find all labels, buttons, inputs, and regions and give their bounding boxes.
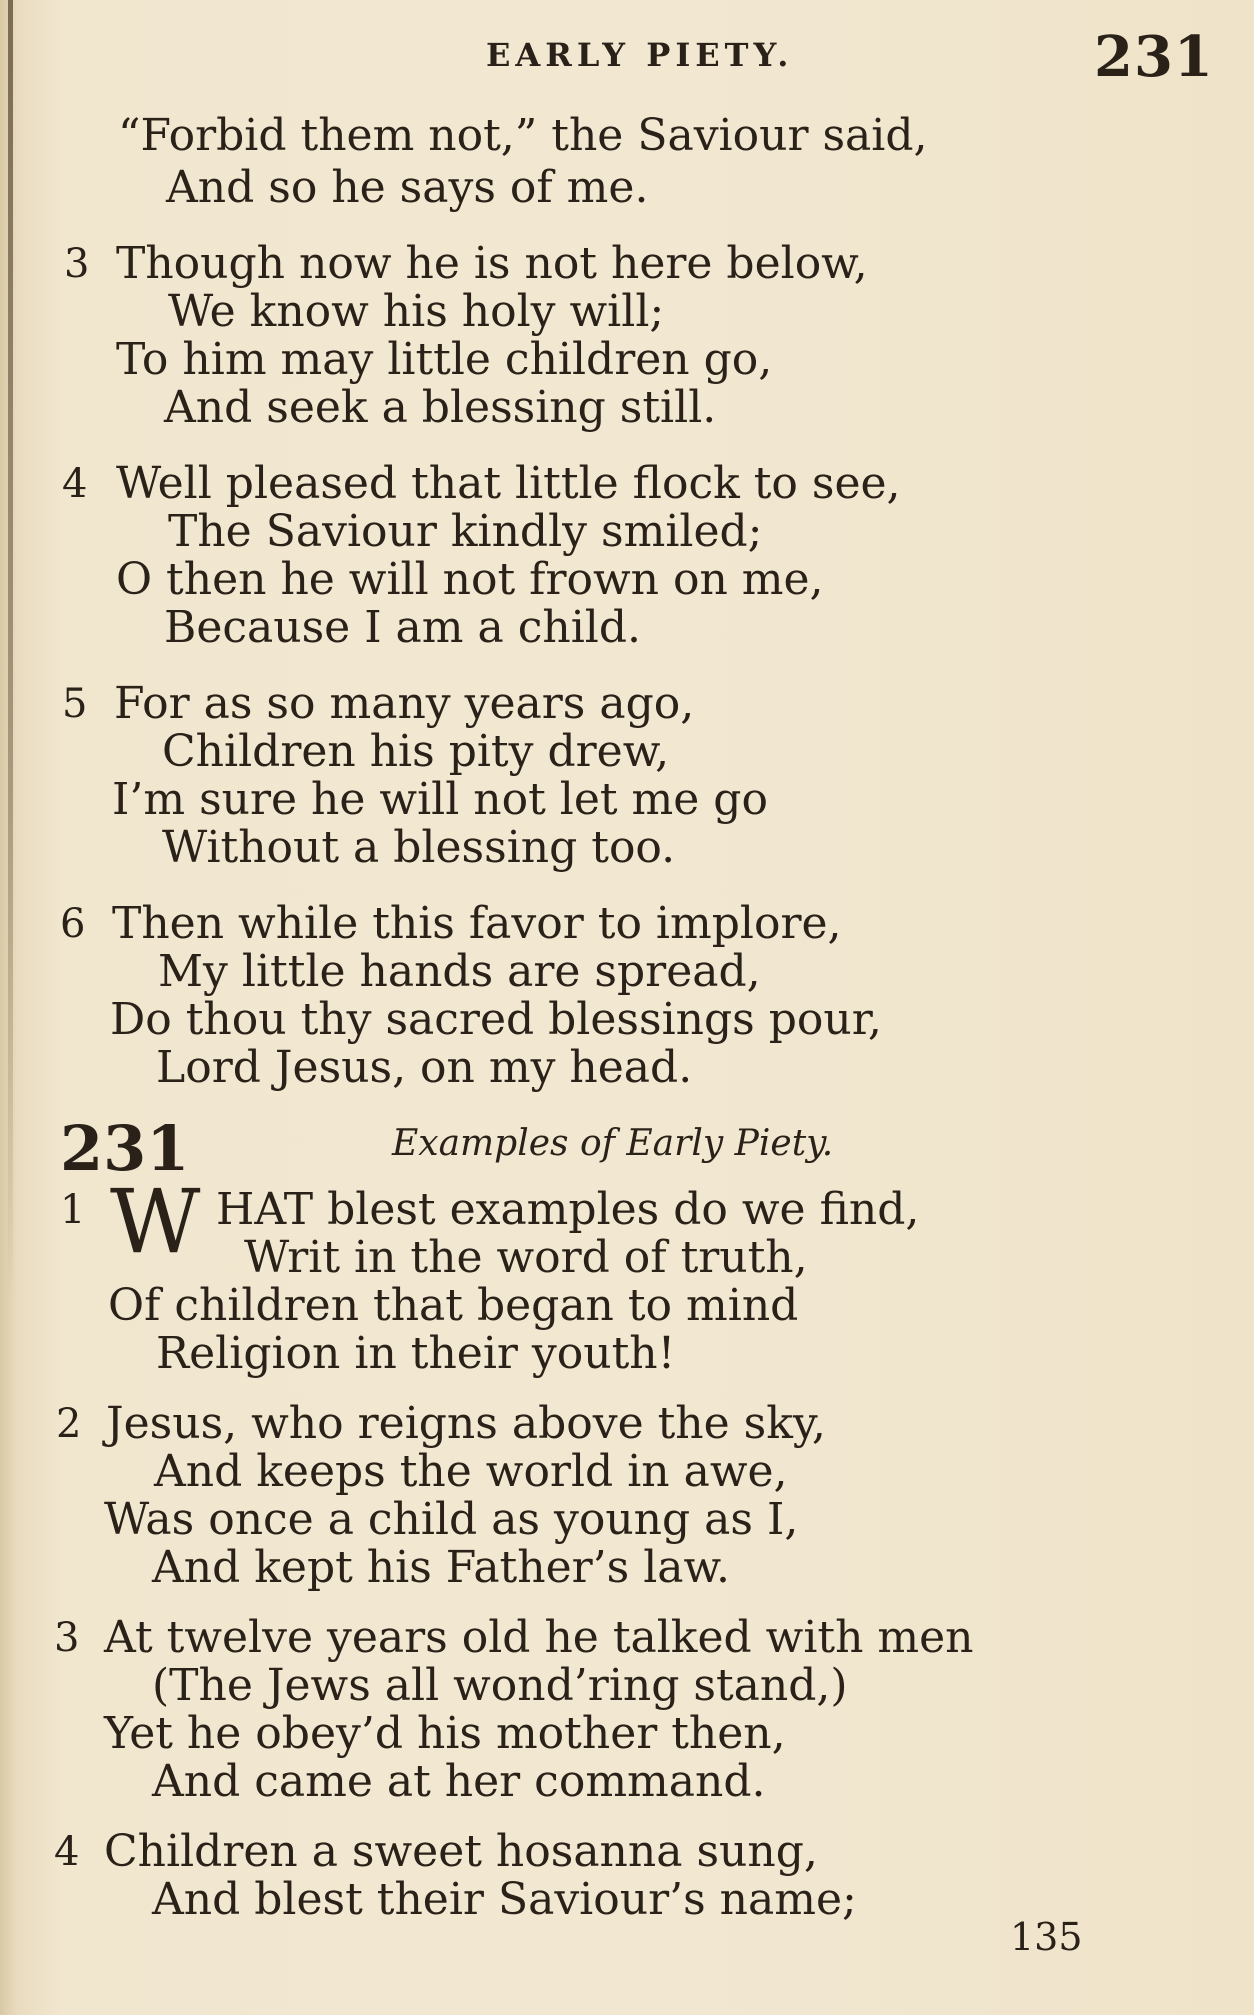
verse-line: At twelve years old he talked with men xyxy=(104,1612,974,1663)
verse-line: Without a blessing too. xyxy=(162,822,676,873)
verse-line: Children a sweet hosanna sung, xyxy=(104,1826,818,1877)
verse-line: Do thou thy sacred blessings pour, xyxy=(110,994,882,1045)
verse-line: We know his holy will; xyxy=(168,286,665,337)
verse-line: And kept his Father’s law. xyxy=(152,1542,730,1593)
stanza-number: 3 xyxy=(54,1615,80,1661)
drop-cap: W xyxy=(110,1170,201,1273)
verse-line: My little hands are spread, xyxy=(158,946,761,997)
stanza-number: 4 xyxy=(62,461,88,507)
verse-line: Religion in their youth! xyxy=(156,1328,676,1379)
verse-line: “Forbid them not,” the Saviour said, xyxy=(118,110,928,161)
verse-line: Children his pity drew, xyxy=(162,726,670,777)
verse-line: The Saviour kindly smiled; xyxy=(168,506,763,557)
verse-line: For as so many years ago, xyxy=(114,678,695,729)
verse-line: Though now he is not here below, xyxy=(116,238,868,289)
verse-line: Lord Jesus, on my head. xyxy=(156,1042,693,1093)
verse-line: Of children that began to mind xyxy=(108,1280,799,1331)
hymn-number: 231 xyxy=(60,1112,190,1185)
verse-line: And seek a blessing still. xyxy=(164,382,717,433)
verse-line: Yet he obey’d his mother then, xyxy=(104,1708,786,1759)
stanza-number: 4 xyxy=(54,1829,80,1875)
verse-line: Well pleased that little flock to see, xyxy=(116,458,901,509)
verse-line: And came at her command. xyxy=(152,1756,766,1807)
running-title: EARLY PIETY. xyxy=(486,36,794,74)
verse-line: And keeps the world in awe, xyxy=(154,1446,788,1497)
verse-line: Then while this favor to implore, xyxy=(112,898,842,949)
hymn-page-number: 231 xyxy=(1094,24,1214,90)
hymn-title: Examples of Early Piety. xyxy=(392,1123,834,1164)
verse-line: HAT blest examples do we find, xyxy=(216,1184,920,1235)
page-gutter-shadow xyxy=(8,0,13,1300)
verse-line: To him may little children go, xyxy=(116,334,773,385)
stanza-number: 6 xyxy=(60,901,86,947)
footer-page-number: 135 xyxy=(1010,1915,1083,1959)
stanza-number: 2 xyxy=(56,1401,82,1447)
verse-line: I’m sure he will not let me go xyxy=(112,774,768,825)
stanza-number: 1 xyxy=(60,1187,86,1233)
verse-line: Because I am a child. xyxy=(164,602,641,653)
verse-line: And blest their Saviour’s name; xyxy=(152,1874,857,1925)
verse-line: And so he says of me. xyxy=(166,162,649,213)
verse-line: Jesus, who reigns above the sky, xyxy=(106,1398,826,1449)
verse-line: O then he will not frown on me, xyxy=(116,554,824,605)
verse-line: Was once a child as young as I, xyxy=(104,1494,799,1545)
verse-line: (The Jews all wond’ring stand,) xyxy=(152,1660,848,1711)
stanza-number: 5 xyxy=(62,681,88,727)
stanza-number: 3 xyxy=(64,241,90,287)
verse-line: Writ in the word of truth, xyxy=(244,1232,808,1283)
